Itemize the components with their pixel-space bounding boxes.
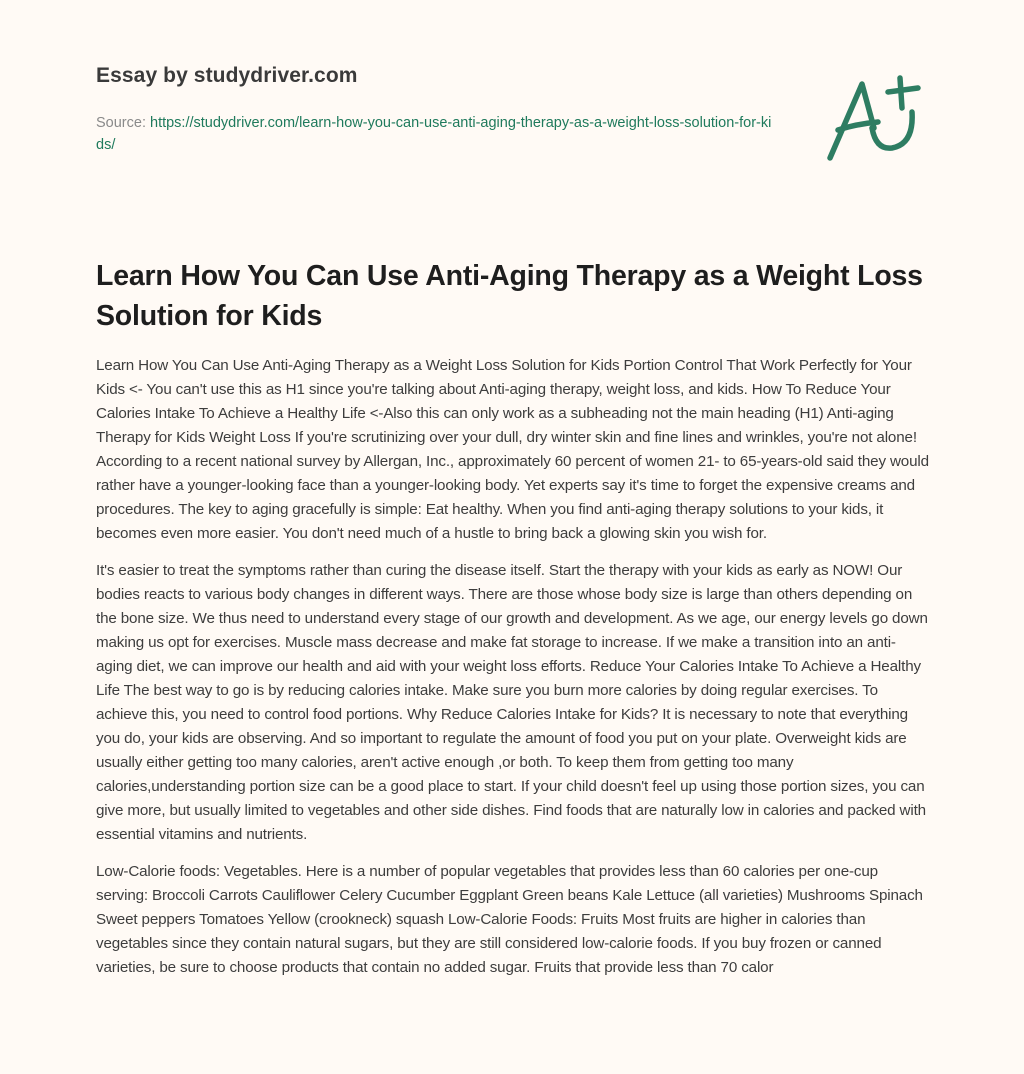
source-link[interactable]: https://studydriver.com/learn-how-you-can-use-anti-aging-therapy-as-a-weight-loss-solution-for-kids/ — [96, 115, 772, 153]
essay-paragraph: Low-Calorie foods: Vegetables. Here is a number of popular vegetables that provides less than 60 calories per one-cup serving: Broccoli Carrots Cauliflower Celery Cucumber Eggplant Green beans Kale Lettuce (all varieties) Mushrooms Spinach Sweet peppers Tomatoes Yellow (crookneck) squash Low-Calorie Foods: Fruits Most fruits are higher in calories than vegetables since they contain natural sugars, but they are still considered low-calorie foods. If you buy frozen or canned varieties, be sure to choose products that contain no added sugar. Fruits that provide less than 70 calor — [96, 863, 923, 976]
essay-page — [96, 0, 929, 976]
essay-title: Learn How You Can Use Anti-Aging Therapy as a Weight Loss Solution for Kids — [96, 260, 923, 332]
essay-paragraph: Learn How You Can Use Anti-Aging Therapy as a Weight Loss Solution for Kids Portion Control That Work Perfectly for Your Kids <- You can't use this as H1 since you're talking about Anti-aging therapy, weight loss, and kids. How To Reduce Your Calories Intake To Achieve a Healthy Life <-Also this can only work as a subheading not the main heading (H1) Anti-aging Therapy for Kids Weight Loss If you're scrutinizing over your dull, dry winter skin and fine lines and wrinkles, you're not alone! According to a recent national survey by Allergan, Inc., approximately 60 percent of women 21- to 65-years-old said they would rather have a younger-looking face than a younger-looking body. Yet experts say it's time to forget the expensive creams and procedures. The key to aging gracefully is simple: Eat healthy. When you find anti-aging therapy solutions to your kids, it becomes even more easier. You don't need much of a hustle to bring back a glowing skin you wish for. — [96, 357, 929, 542]
source-label: Source: — [96, 115, 150, 131]
brand-title: Essay by studydriver.com — [96, 64, 358, 87]
essay-paragraph: It's easier to treat the symptoms rather than curing the disease itself. Start the therapy with your kids as early as NOW! Our bodies reacts to various body changes in different ways. There are those whose body size is large than others depending on the bone size. We thus need to understand every stage of our growth and development. As we age, our energy levels go down making us opt for exercises. Muscle mass decrease and make fat storage to increase. If we make a transition into an anti-aging diet, we can improve our health and aid with your weight loss efforts. Reduce Your Calories Intake To Achieve a Healthy Life The best way to go is by reducing calories intake. Make sure you burn more calories by doing regular exercises. To achieve this, you need to control food portions. Why Reduce Calories Intake for Kids? It is necessary to note that everything you do, your kids are observing. And so important to regulate the amount of food you put on your plate. Overweight kids are usually either getting too many calories, aren't active enough ,or both. To keep them from getting too many calories,understanding portion size can be a good place to start. If your child doesn't feel up using those portion sizes, you can give more, but usually limited to vegetables and other side dishes. Find foods that are naturally low in calories and packed with essential vitamins and nutrients. — [96, 562, 928, 843]
essay-header — [96, 0, 928, 230]
a-plus-grade-icon — [822, 68, 932, 168]
essay-body — [96, 354, 930, 993]
source-line — [96, 112, 776, 156]
